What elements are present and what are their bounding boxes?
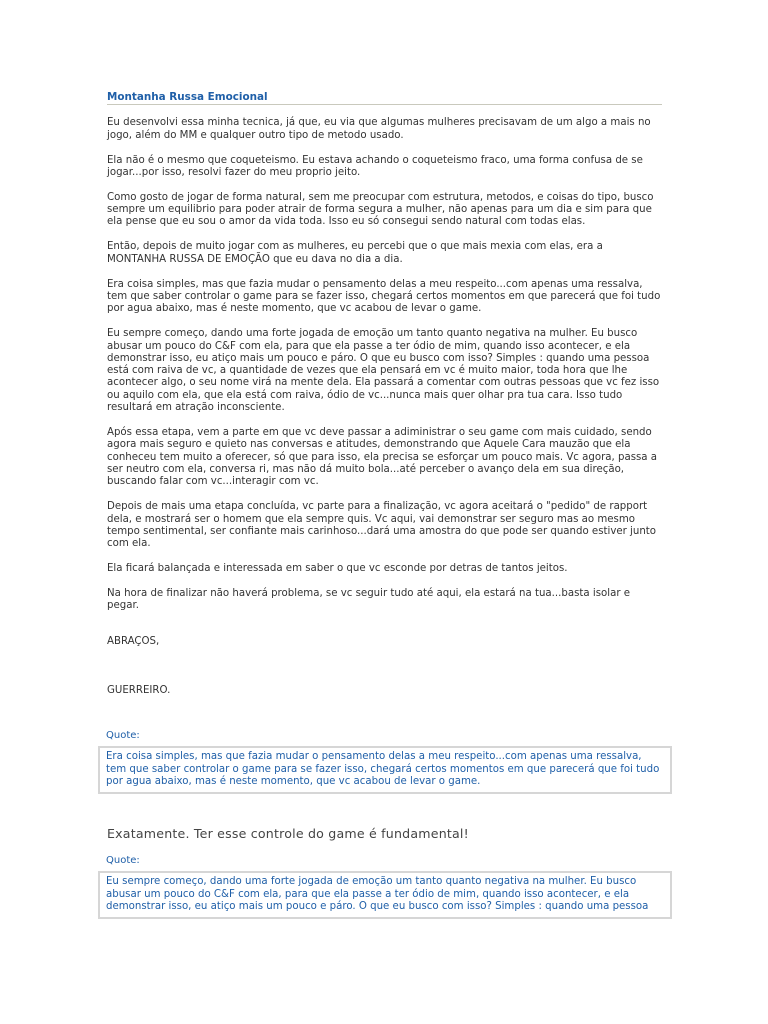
quote-block-1 [107,730,662,794]
original-post [107,91,662,697]
quote-block-2 [107,855,662,919]
post-paragraph: Ela não é o mesmo que coqueteismo. Eu estava achando o coqueteismo fraco, uma forma confusa de se jogar...por isso, resolvi fazer do meu proprio jeito. [107,154,643,178]
quote-label: Quote: [106,730,140,741]
post-signoff: ABRAÇOS, [107,635,160,647]
quote-box [98,871,672,919]
post-paragraph: Eu sempre começo, dando uma forte jogada de emoção um tanto quanto negativa na mulher. Eu busco abusar um pouco do C&F com ela, para que ela passe a ter ódio de mim, quando isso acontecer, e ela demonstrar isso, eu atiço mais um pouco e páro. O que eu busco com isso? Simples : quando uma pessoa está com raiva de vc, a quantidade de vezes que ela pensará em vc é muito maior, toda hora que lhe acontecer algo, o seu nome virá na mente dela. Ela passará a comentar com outras pessoas que vc fez isso ou aquilo com ela, que ela está com raiva, ódio de vc...nunca mais quer olhar pra tua cara. Isso tudo resultará em atração inconsciente. [107,328,660,414]
quote-text: Era coisa simples, mas que fazia mudar o pensamento delas a meu respeito...com apenas uma ressalva, tem que saber controlar o game para se fazer isso, chegará certos momentos em que parecerá que foi tudo por agua abaixo, mas é neste momento, que vc acabou de levar o game. [106,751,660,787]
post-signature: GUERREIRO. [107,684,171,696]
post-paragraph: Era coisa simples, mas que fazia mudar o pensamento delas a meu respeito...com apenas uma ressalva, tem que saber controlar o game para se fazer isso, chegará certos momentos em que parecerá que foi tudo por agua abaixo, mas é neste momento, que vc acabou de levar o game. [107,278,661,315]
post-paragraph: Como gosto de jogar de forma natural, sem me preocupar com estrutura, metodos, e coisas do tipo, busco sempre um equilibrio para poder atrair de forma segura a mulher, não apenas para um dia e sim para que ela pense que eu sou o amor da vida toda. Isso eu só consegui sendo natural com todas elas. [107,191,654,228]
quote-label: Quote: [106,855,140,866]
post-paragraph: Após essa etapa, vem a parte em que vc deve passar a adiministrar o seu game com mais cuidado, sendo agora mais seguro e quieto nas conversas e atitudes, demonstrando que Aquele Cara mauzão que ela conheceu tem muito a oferecer, só que para isso, ela precisa se esforçar um pouco mais. Vc agora, passa a ser neutro com ela, conversa ri, mas não dá muito bola...até perceber o avanço dela em sua direção, buscando falar com vc...interagir com vc. [107,427,658,488]
post-paragraph: Então, depois de muito jogar com as mulheres, eu percebi que o que mais mexia com elas, era a MONTANHA RUSSA DE EMOÇÃO que eu dava no dia a dia. [107,241,603,265]
quote-text: Eu sempre começo, dando uma forte jogada de emoção um tanto quanto negativa na mulher. Eu busco abusar um pouco do C&F com ela, para que ela passe a ter ódio de mim, quando isso acontecer, e ela demonstrar isso, eu atiço mais um pouco e páro. O que eu busco com isso? Simples : quando uma pessoa [106,876,649,912]
quote-box [98,746,672,794]
post-title: Montanha Russa Emocional [107,91,662,105]
post-paragraph: Na hora de finalizar não haverá problema, se vc seguir tudo até aqui, ela estará na tua...basta isolar e pegar. [107,588,631,612]
post-paragraph: Ela ficará balançada e interessada em saber o que vc esconde por detras de tantos jeitos. [107,563,568,575]
reply-text: Exatamente. Ter esse controle do game é fundamental! [107,826,469,841]
post-paragraph: Depois de mais uma etapa concluída, vc parte para a finalização, vc agora aceitará o "pedido" de rapport dela, e mostrará ser o homem que ela sempre quis. Vc aqui, vai demonstrar ser seguro mas ao mesmo tempo sentimental, ser confiante mais carinhoso...dará uma amostra do que pode ser quando estiver junto com ela. [107,501,657,550]
post-paragraph: Eu desenvolvi essa minha tecnica, já que, eu via que algumas mulheres precisavam de um algo a mais no jogo, além do MM e qualquer outro tipo de metodo usado. [107,117,651,141]
